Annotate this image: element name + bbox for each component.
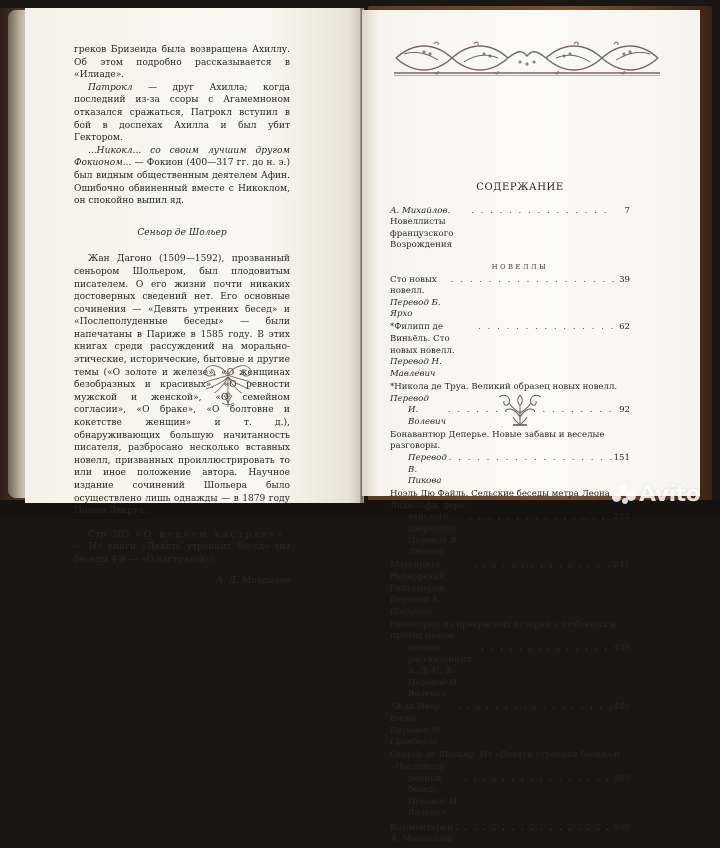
reference-title: «О некоем кастрате». (135, 529, 290, 540)
toc-entry[interactable]: Сеньор де Шольер. Из «Девяти утренних бесед» и «Послеполу- денных бесед». Перевод И. Волевич . . . 505 (390, 750, 630, 820)
note-text: — друг Ахилла; когда последний из-за ссоры с Агамемноном отказался сражаться, Патрокл вступил в бой в доспехах Ахилла и был убит Гектором. (74, 82, 290, 144)
note-text: — Фокион (400—317 гг. до н. э.) был видным общественным деятелем Афин. Ошибочно обвиненный вместе с Никоклом, он спокойно выпил яд. (74, 158, 290, 207)
toc-entry[interactable]: Сто новых новелл. Перевод Б. Ярхо . . . 39 (390, 275, 630, 321)
toc-entry[interactable]: Некоторые из прекрасных историй о любовных и прочих похож- дениях, рассказанных А. Д. С. Д. Перевод И. Волевич . . . 435 (390, 620, 630, 701)
note-term: ...Никокл... со своим лучшим другом Фокионом... (74, 145, 290, 169)
toc-leader-dots (455, 823, 612, 835)
toc-leader-dots (449, 453, 612, 465)
toc-entry[interactable]: А. Михайлов. Новеллисты французского Возрождения . . . 7 (390, 206, 630, 252)
toc-leader-dots (458, 702, 612, 714)
toc-page-number: 440 (613, 702, 630, 713)
toc-page-number: 435 (613, 642, 630, 653)
toc-page-number: 92 (619, 405, 630, 416)
avito-dots-logo-icon (612, 483, 636, 505)
floral-vignette-icon (495, 391, 545, 427)
toc-section-label: НОВЕЛЛЫ (491, 262, 549, 271)
toc-page-number: 222 (613, 512, 630, 523)
floral-ornament-icon (198, 359, 258, 411)
left-page-text (74, 44, 290, 587)
toc-page-number: 509 (613, 822, 630, 833)
toc-leader-dots (481, 643, 611, 655)
section-heading: Сеньор де Шольер (137, 227, 227, 238)
toc-page-number: 151 (613, 452, 630, 463)
toc-leader-dots (451, 275, 614, 287)
watermark-text: Avito (639, 481, 701, 507)
toc-page-number: 7 (624, 205, 630, 216)
note-patroclus (74, 82, 290, 145)
page-reference: Стр. 505. «О некоем кастрате». — Из книги «Девять утренних бесед» (из беседы 4-й — «О кастратах»). (74, 529, 290, 565)
toc-entry[interactable]: Бонавантюр Деперье. Новые забавы и веселые разговоры. Перевод В. Пикова . . . 151 (390, 430, 630, 488)
toc-entry[interactable]: Комментарии А. Михайлова . . . 509 (390, 823, 630, 846)
paragraph-briseis: греков Бризеида была возвращена Ахиллу. Об этом подробно рассказывается в «Илиаде». (74, 45, 290, 81)
toc-leader-dots (469, 512, 612, 524)
toc-entry[interactable]: *Филипп де Виньёль. Сто новых новелл. Перевод Н. Мавлевич . . . 62 (390, 322, 630, 380)
toc-leader-dots (478, 322, 614, 334)
toc-entry[interactable]: *Жак Ивер. Весна. Перевод М. Гринберга . . . 440 (390, 702, 630, 748)
note-nicocles (74, 145, 290, 208)
table-of-contents (390, 182, 630, 848)
avito-watermark (612, 481, 700, 507)
toc-page-number: 39 (619, 274, 630, 285)
signature: А. Д. Михайлов (216, 575, 290, 586)
toc-author: А. Михайлов. (390, 205, 451, 216)
toc-leader-dots (474, 560, 612, 572)
body-paragraph: Жан Дагоно (1509—1592), прозванный сеньором Шольером, был плодовитым писателем. О его жизни почти никаких достоверных сведений нет. Его основные сочинения — «Девять утренних бесед» и «Послеполуденные беседы» — были напечатаны в Париже в 1585 году. В этих книгах среди рассуждений на морально-этические, исторические, бытовые и другие темы («О золоте и железе», «О женщинах безобразных и красивых», «О ревности мужской и женской», «О семейном согласии», «О браке», «О болтовне и кокетстве женщин» и т. д.), обнаруживающих большую начитанность писателя, разбросано несколько вставных новелл, призванных проиллюстрировать то или иное положение автора. Научное издание сочинений Шольера было осуществлено лишь однажды — в 1879 году Полем Лакруа. (74, 254, 290, 517)
toc-page-number: 505 (613, 773, 630, 784)
toc-entry[interactable]: Ноэль Дю Файль. Сельские беседы метра Леона Ладюльфи, дере- венского дворянина. Перевод Я. Лесюка . . . 222 (390, 489, 630, 559)
toc-entry[interactable]: *Никола де Труа. Великий образец новых новелл. Перевод И. Волевич . . . 92 (390, 382, 630, 428)
toc-page-number: 241 (613, 560, 630, 571)
toc-leader-dots (471, 206, 614, 218)
vine-border-ornament-icon (394, 40, 660, 76)
toc-title: СОДЕРЖАНИЕ (476, 182, 564, 193)
toc-page-number: 62 (619, 322, 630, 333)
note-term: Патрокл (88, 82, 133, 93)
toc-entry[interactable]: Маргарита Наваррская. Гептамерон. Перевод А. Шадрина . . . 241 (390, 560, 630, 618)
toc-leader-dots (464, 774, 612, 786)
